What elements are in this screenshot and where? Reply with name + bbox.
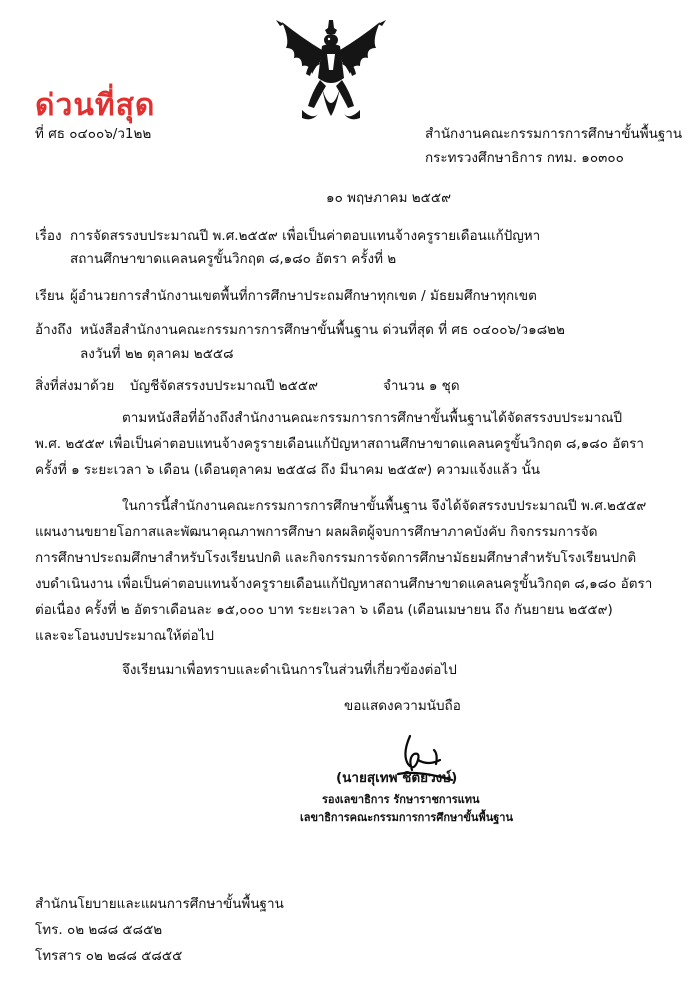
body-paragraph-2-line-2: แผนงานขยายโอกาสและพัฒนาคุณภาพการศึกษา ผลผลิตผู้จบการศึกษาภาคบังคับ กิจกรรมการจัด — [35, 524, 598, 540]
footer-phone: โทร. ๐๒ ๒๘๘ ๕๘๕๒ — [35, 922, 163, 938]
letter-date: ๑๐ พฤษภาคม ๒๕๕๙ — [326, 190, 451, 206]
footer-fax: โทรสาร ๐๒ ๒๘๘ ๕๘๕๕ — [35, 948, 183, 964]
footer-office: สำนักนโยบายและแผนการศึกษาขั้นพื้นฐาน — [35, 896, 284, 912]
reference-line-2: ลงวันที่ ๒๒ ตุลาคม ๒๕๕๘ — [80, 346, 234, 362]
enclosure-text: บัญชีจัดสรรงบประมาณปี ๒๕๕๙ — [130, 378, 318, 394]
subject-line-1: การจัดสรรงบประมาณปี พ.ศ.๒๕๕๙ เพื่อเป็นค่าตอบแทนจ้างครูรายเดือนแก้ปัญหา — [70, 228, 541, 244]
body-paragraph-1-line-2: พ.ศ. ๒๕๕๙ เพื่อเป็นค่าตอบแทนจ้างครูรายเดือนแก้ปัญหาสถานศึกษาขาดแคลนครูขั้นวิกฤต ๘,๑๘๐ อัตรา — [35, 436, 644, 452]
reference-label: อ้างถึง — [35, 322, 73, 338]
body-paragraph-2-line-1: ในการนี้สำนักงานคณะกรรมการการศึกษาขั้นพื้นฐาน จึงได้จัดสรรงบประมาณปี พ.ศ.๒๕๕๙ — [122, 498, 647, 514]
signer-title-2: เลขาธิการคณะกรรมการการศึกษาขั้นพื้นฐาน — [300, 811, 513, 824]
reference-line-1: หนังสือสำนักงานคณะกรรมการการศึกษาขั้นพื้นฐาน ด่วนที่สุด ที่ ศธ ๐๔๐๐๖/ว๑๘๒๒ — [80, 322, 565, 338]
urgent-label: ด่วนที่สุด — [35, 88, 156, 123]
signer-name: (นายสุเทพ ชิตยวงษ์) — [336, 770, 458, 786]
body-paragraph-2-line-4: งบดำเนินงาน เพื่อเป็นค่าตอบแทนจ้างครูรายเดือนแก้ปัญหาสถานศึกษาขาดแคลนครูขั้นวิกฤต ๘,๑๘๐ อัตรา — [35, 576, 653, 592]
enclosure-amount: จำนวน ๑ ชุด — [383, 378, 460, 394]
closing-regards: ขอแสดงความนับถือ — [344, 698, 461, 714]
subject-line-2: สถานศึกษาขาดแคลนครูขั้นวิกฤต ๘,๑๘๐ อัตรา ครั้งที่ ๒ — [70, 251, 397, 267]
body-paragraph-2-line-6: และจะโอนงบประมาณให้ต่อไป — [35, 628, 214, 644]
to-text: ผู้อำนวยการสำนักงานเขตพื้นที่การศึกษาประถมศึกษาทุกเขต / มัธยมศึกษาทุกเขต — [70, 288, 537, 304]
org-address: กระทรวงศึกษาธิการ กทม. ๑๐๓๐๐ — [425, 150, 624, 166]
doc-number: ที่ ศธ ๐๔๐๐๖/ว1๒๒ — [35, 126, 152, 142]
enclosure-label: สิ่งที่ส่งมาด้วย — [35, 378, 115, 394]
org-name: สำนักงานคณะกรรมการการศึกษาขั้นพื้นฐาน — [425, 126, 683, 142]
to-label: เรียน — [35, 288, 65, 304]
body-paragraph-2-line-3: การศึกษาประถมศึกษาสำหรับโรงเรียนปกติ และกิจกรรมการจัดการศึกษามัธยมศึกษาสำหรับโรงเรียนปกติ — [35, 550, 637, 566]
body-paragraph-3: จึงเรียนมาเพื่อทราบและดำเนินการในส่วนที่เกี่ยวข้องต่อไป — [122, 662, 457, 678]
body-paragraph-2-line-5: ต่อเนื่อง ครั้งที่ ๒ อัตราเดือนละ ๑๕,๐๐๐ บาท ระยะเวลา ๖ เดือน (เดือนเมษายน ถึง กันยายน ๒๕๕๙) — [35, 602, 613, 618]
body-paragraph-1-line-3: ครั้งที่ ๑ ระยะเวลา ๖ เดือน (เดือนตุลาคม ๒๕๕๘ ถึง มีนาคม ๒๕๕๙) ความแจ้งแล้ว นั้น — [35, 462, 541, 478]
subject-label: เรื่อง — [35, 228, 62, 244]
body-paragraph-1-line-1: ตามหนังสือที่อ้างถึงสำนักงานคณะกรรมการการศึกษาขั้นพื้นฐานได้จัดสรรงบประมาณปี — [122, 410, 623, 426]
signer-title-1: รองเลขาธิการ รักษาราชการแทน — [322, 793, 480, 806]
garuda-emblem-icon — [272, 18, 390, 128]
